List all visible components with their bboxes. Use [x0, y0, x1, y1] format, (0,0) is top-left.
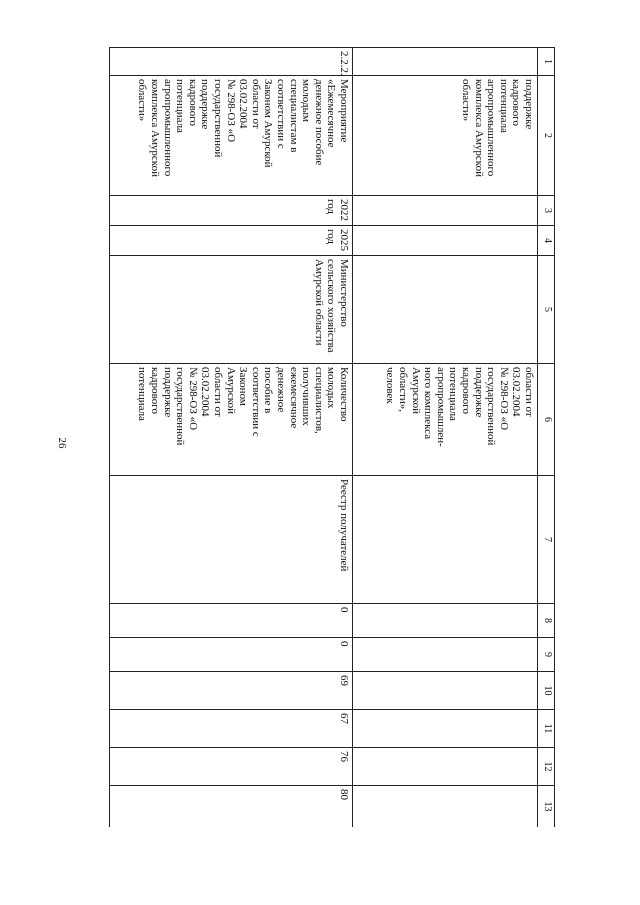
header-cell: 6 — [538, 364, 555, 476]
cell-value — [353, 786, 538, 828]
cell-value: 80 — [110, 786, 353, 828]
header-cell: 12 — [538, 748, 555, 786]
cell-start-year: 2022 год — [110, 196, 353, 226]
header-cell: 5 — [538, 256, 555, 364]
table-frame — [105, 47, 555, 827]
cell-source: Реестр получателей — [110, 476, 353, 604]
header-cell: 2 — [538, 76, 555, 196]
cell-value — [353, 604, 538, 638]
cell-end-year — [353, 226, 538, 256]
rotated-table-container — [105, 47, 555, 827]
cell-start-year — [353, 196, 538, 226]
cell-value — [353, 748, 538, 786]
measures-table — [109, 47, 555, 827]
cell-value — [353, 638, 538, 672]
header-cell: 8 — [538, 604, 555, 638]
cell-executor: Министерство сельского хозяйства Амурской области — [110, 256, 353, 364]
cell-measure: Мероприятие «Ежемесячное денежное пособие молодым специалистам в соответствии с Законом Амурской области от 03.02.2004 № 298-ОЗ «О государственной поддержке кадрового потенциала агропромышленного комплекса Амурской области» — [110, 76, 353, 196]
cell-indicator: области от 03.02.2004 № 298-ОЗ «О государственной поддержке кадрового потенциала агропромышлен- ного комплекса Амурской области», человек — [353, 364, 538, 476]
cell-number: 2.2.2. — [110, 48, 353, 76]
cell-value: 76 — [110, 748, 353, 786]
header-cell: 4 — [538, 226, 555, 256]
header-cell: 1 — [538, 48, 555, 76]
cell-value: 0 — [110, 604, 353, 638]
cell-value — [353, 672, 538, 710]
page-number: 26 — [56, 437, 68, 449]
cell-source — [353, 476, 538, 604]
cell-value — [353, 710, 538, 748]
cell-value: 0 — [110, 638, 353, 672]
cell-end-year: 2025 год — [110, 226, 353, 256]
table-row — [110, 48, 353, 828]
cell-indicator: Количество молодых специалистов, получивших ежемесячное денежное пособие в соответствии с Законом Амурской области от 03.02.2004 № 298-ОЗ «О государственной поддержке кадрового потенциала — [110, 364, 353, 476]
cell-measure: поддержке кадрового потенциала агропромышленного комплекса Амурской области» — [353, 76, 538, 196]
header-cell: 13 — [538, 786, 555, 828]
cell-value: 67 — [110, 710, 353, 748]
cell-executor — [353, 256, 538, 364]
cell-value: 69 — [110, 672, 353, 710]
header-cell: 9 — [538, 638, 555, 672]
header-row — [538, 48, 555, 828]
cell-number — [353, 48, 538, 76]
header-cell: 10 — [538, 672, 555, 710]
header-cell: 3 — [538, 196, 555, 226]
header-cell: 7 — [538, 476, 555, 604]
table-row — [353, 48, 538, 828]
header-cell: 11 — [538, 710, 555, 748]
